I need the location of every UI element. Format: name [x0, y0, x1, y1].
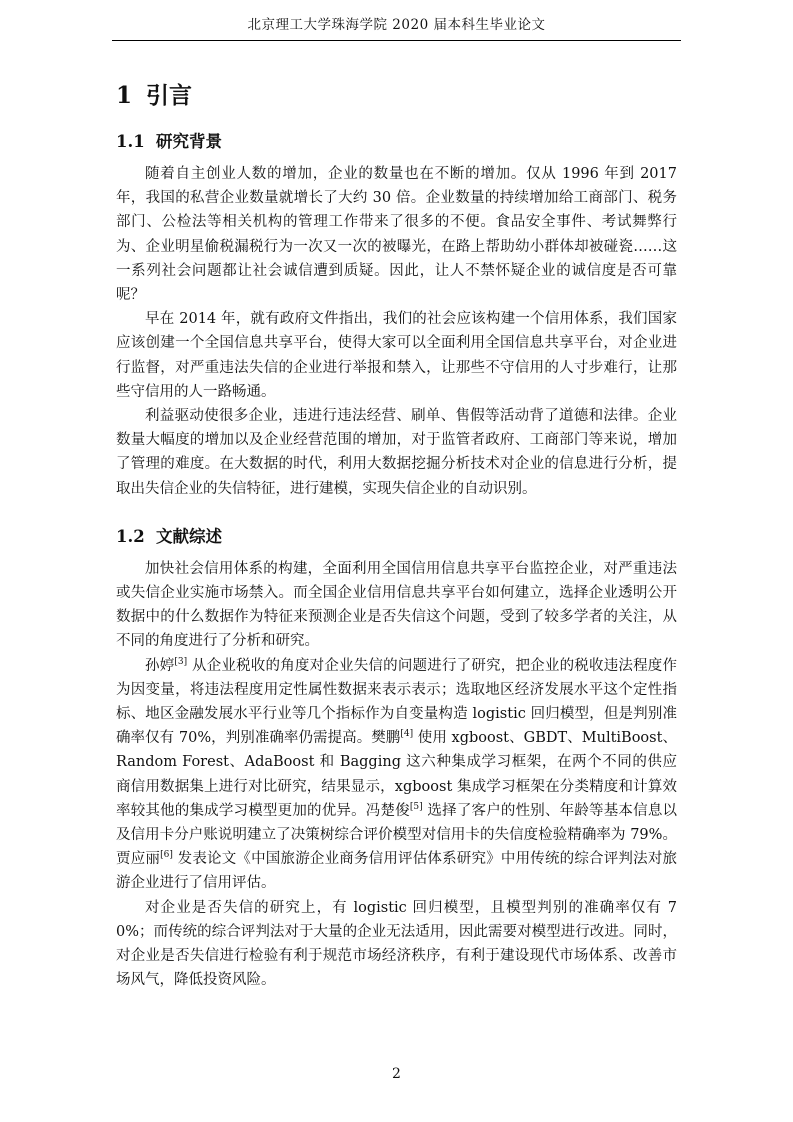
- citation-text: 选择了客户的性别、年龄等基本信息以及信用卡分户账说明建立了决策树综合评价模型对信用卡的失信度检验精确率为 79%。: [116, 802, 678, 844]
- section-number: 1.2: [116, 526, 145, 546]
- citation-text: 发表论文《中国旅游企业商务信用评估体系研究》中用传统的综合评判法对旅游企业进行了信用评估。: [116, 851, 678, 892]
- citation-ref: [5]: [409, 802, 423, 813]
- citation-text: 从企业税收的角度对企业失信的问题进行了研究，把企业的税收违法程度作为因变量，将违法程度用定性属性数据来表示表示；选取地区经济发展水平这个定性指标、地区金融发展水平行业等几个指标作为自变量构造 logistic 回归模型，但是判别准确率仅有 70%，判别准确率仍需提高。: [116, 657, 678, 747]
- paragraph: 对企业是否失信的研究上，有 logistic 回归模型，且模型判别的准确率仅有 70%；而传统的综合评判法对于大量的企业无法适用，因此需要对模型进行改进。同时，对企业是否失信进行检验有利于规范市场经济秩序，有利于建设现代市场体系、改善市场风气，降低投资风险。: [116, 899, 677, 989]
- section-heading-1-2: [116, 523, 677, 551]
- paragraph: 随着自主创业人数的增加，企业的数量也在不断的增加。仅从 1996 年到 2017 年，我国的私营企业数量就增长了大约 30 倍。企业数量的持续增加给工商部门、税务部门、公检法等相关机构的管理工作带来了很多的不便。食品安全事件、考试舞弊行为、企业明星偷税漏税行为一次又一次的被曝光，在路上帮助幼小群体却被碰瓷……这一系列社会问题都让社会诚信遭到质疑。因此，让人不禁怀疑企业的诚信度是否可靠呢？: [116, 166, 677, 304]
- page-number: 2: [392, 1066, 401, 1082]
- page-body: [116, 78, 677, 993]
- author-name: 贾应丽: [116, 851, 161, 868]
- running-header: 北京理工大学珠海学院 2020 届本科生毕业论文: [112, 14, 681, 41]
- author-name: 樊鹏: [371, 730, 401, 747]
- chapter-number: 1: [116, 82, 133, 109]
- author-name: 孙婷: [145, 657, 175, 674]
- section-number: 1.1: [116, 132, 145, 151]
- citation-ref: [4]: [400, 729, 414, 740]
- author-name: 冯楚俊: [365, 802, 410, 819]
- chapter-title: 引言: [146, 82, 192, 109]
- section-title: 研究背景: [156, 132, 222, 151]
- paragraph-with-citations: [116, 654, 677, 896]
- citation-text: 使用 xgboost、GBDT、MultiBoost、Random Forest、AdaBoost 和 Bagging 这六种集成学习框架，在两个不同的供应商信用数据集上进行对比研究，结果显示，xgboost 集成学习框架在分类精度和计算效率较其他的集成学习模型更加的优异。: [116, 730, 677, 819]
- paragraph: 利益驱动使很多企业，违进行违法经营、刷单、售假等活动背了道德和法律。企业数量大幅度的增加以及企业经营范围的增加，对于监管者政府、工商部门等来说，增加了管理的难度。在大数据的时代，利用大数据挖掘分析技术对企业的信息进行分析，提取出失信企业的失信特征，进行建模，实现失信企业的自动识别。: [116, 408, 677, 497]
- section-heading-1-1: [116, 128, 677, 156]
- paragraph: 早在 2014 年，就有政府文件指出，我们的社会应该构建一个信用体系，我们国家应该创建一个全国信息共享平台，使得大家可以全面利用全国信息共享平台，对企业进行监督，对严重违法失信的企业进行举报和禁入，让那些不守信用的人寸步难行，让那些守信用的人一路畅通。: [116, 311, 677, 400]
- chapter-heading: [116, 78, 677, 114]
- citation-ref: [3]: [174, 656, 188, 667]
- section-title: 文献综述: [156, 526, 222, 546]
- paragraph: 加快社会信用体系的构建，全面利用全国信用信息共享平台监控企业，对严重违法或失信企业实施市场禁入。而全国企业信用信息共享平台如何建立，选择企业透明公开数据中的什么数据作为特征来预测企业是否失信这个问题，受到了较多学者的关注，从不同的角度进行了分析和研究。: [116, 560, 677, 650]
- citation-ref: [6]: [160, 850, 173, 861]
